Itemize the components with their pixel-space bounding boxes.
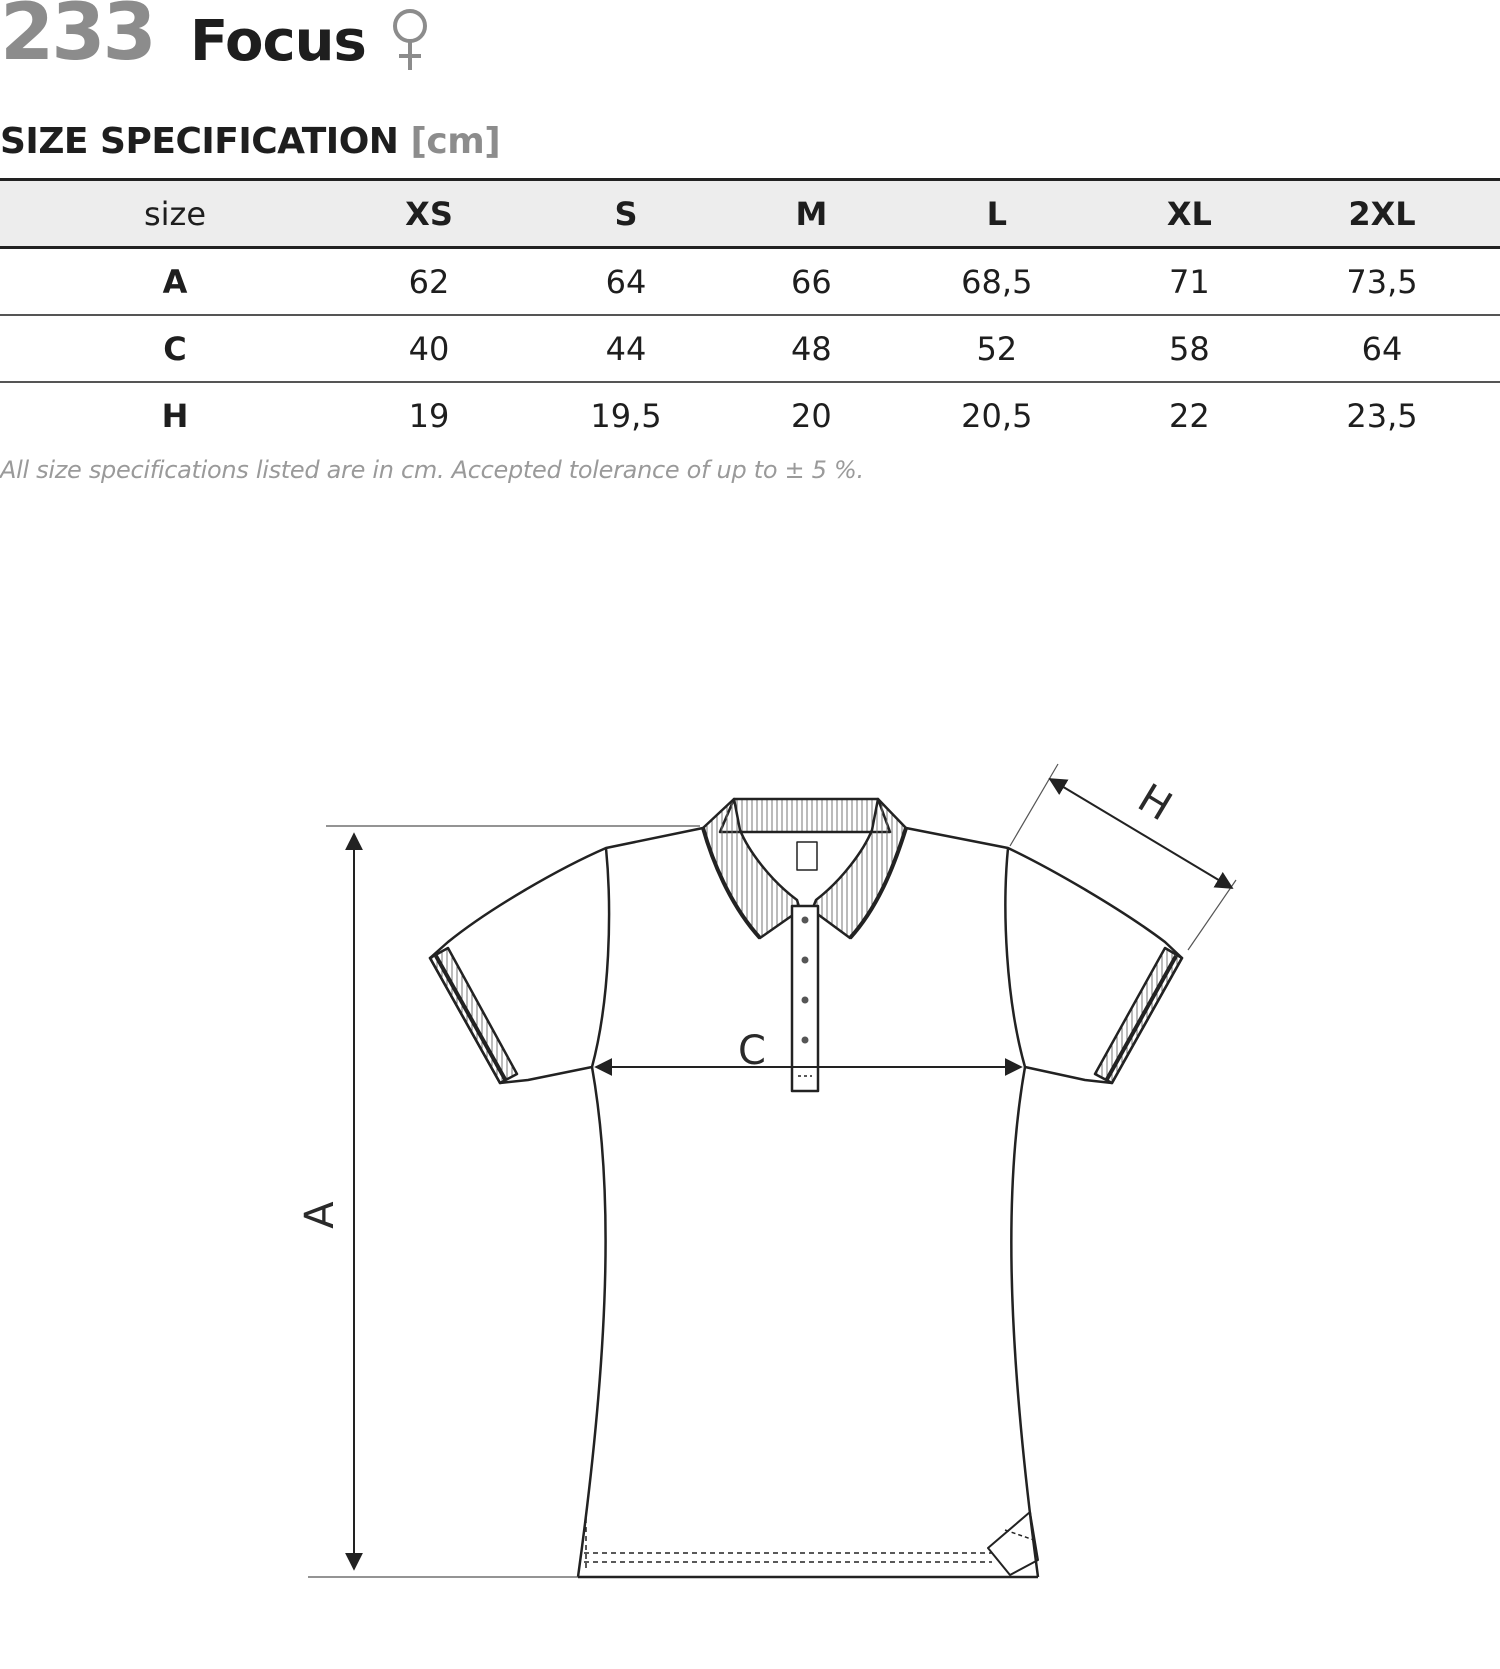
table-cell: 64	[1264, 315, 1500, 382]
shirt-left-side	[578, 1067, 606, 1577]
table-cell: 20	[791, 396, 832, 435]
polo-shirt-icon	[430, 799, 1182, 1577]
table-cell: 19	[408, 396, 450, 435]
dimension-h	[1010, 764, 1236, 950]
table-cell: 22	[1169, 396, 1210, 435]
table-cell: 23,5	[1346, 396, 1418, 435]
button	[802, 1037, 809, 1044]
collar-band	[720, 799, 890, 832]
table-cell: 64	[508, 248, 744, 316]
size-header-xl: XL	[1115, 180, 1264, 248]
size-header-s: S	[508, 180, 744, 248]
table-cell: 40	[350, 315, 508, 382]
section-unit: [cm]	[410, 121, 501, 162]
model-name: Focus	[190, 9, 366, 74]
button	[802, 917, 809, 924]
size-header-xs: XS	[350, 180, 508, 248]
table-cell: 44	[508, 315, 744, 382]
table-cell: 58	[1115, 315, 1264, 382]
table-cell: 20,5	[961, 396, 1033, 435]
shirt-right-side	[1011, 1067, 1038, 1577]
table-cell: 66	[744, 248, 879, 316]
model-number: 233	[0, 0, 154, 78]
table-cell: 73,5	[1264, 248, 1500, 316]
button	[802, 957, 809, 964]
section-title-text: SIZE SPECIFICATION	[0, 121, 399, 162]
shirt-left-sleeve	[430, 828, 703, 1083]
row-label-a: A	[0, 248, 350, 316]
table-cell: 71	[1115, 248, 1264, 316]
size-header-l: L	[879, 180, 1115, 248]
size-header-m: M	[744, 180, 879, 248]
dimension-a-label: A	[297, 1201, 343, 1229]
button	[802, 997, 809, 1004]
table-cell: 48	[744, 315, 879, 382]
dimension-h-label: H	[1129, 775, 1180, 831]
size-header-2xl: 2XL	[1264, 180, 1500, 248]
tolerance-note: All size specifications listed are in cm. Accepted tolerance of up to ± 5 %.	[0, 456, 864, 484]
size-header-label: size	[0, 180, 350, 248]
dimension-c-label: C	[738, 1028, 766, 1074]
table-cell: 19,5	[590, 396, 662, 435]
table-cell: 62	[350, 248, 508, 316]
neck-label	[797, 842, 817, 870]
table-cell: 68,5	[879, 248, 1115, 316]
row-label-c: C	[0, 315, 350, 382]
dimension-a	[297, 826, 700, 1577]
row-label-h: H	[161, 396, 189, 435]
table-cell: 52	[879, 315, 1115, 382]
shirt-right-sleeve	[906, 828, 1182, 1083]
